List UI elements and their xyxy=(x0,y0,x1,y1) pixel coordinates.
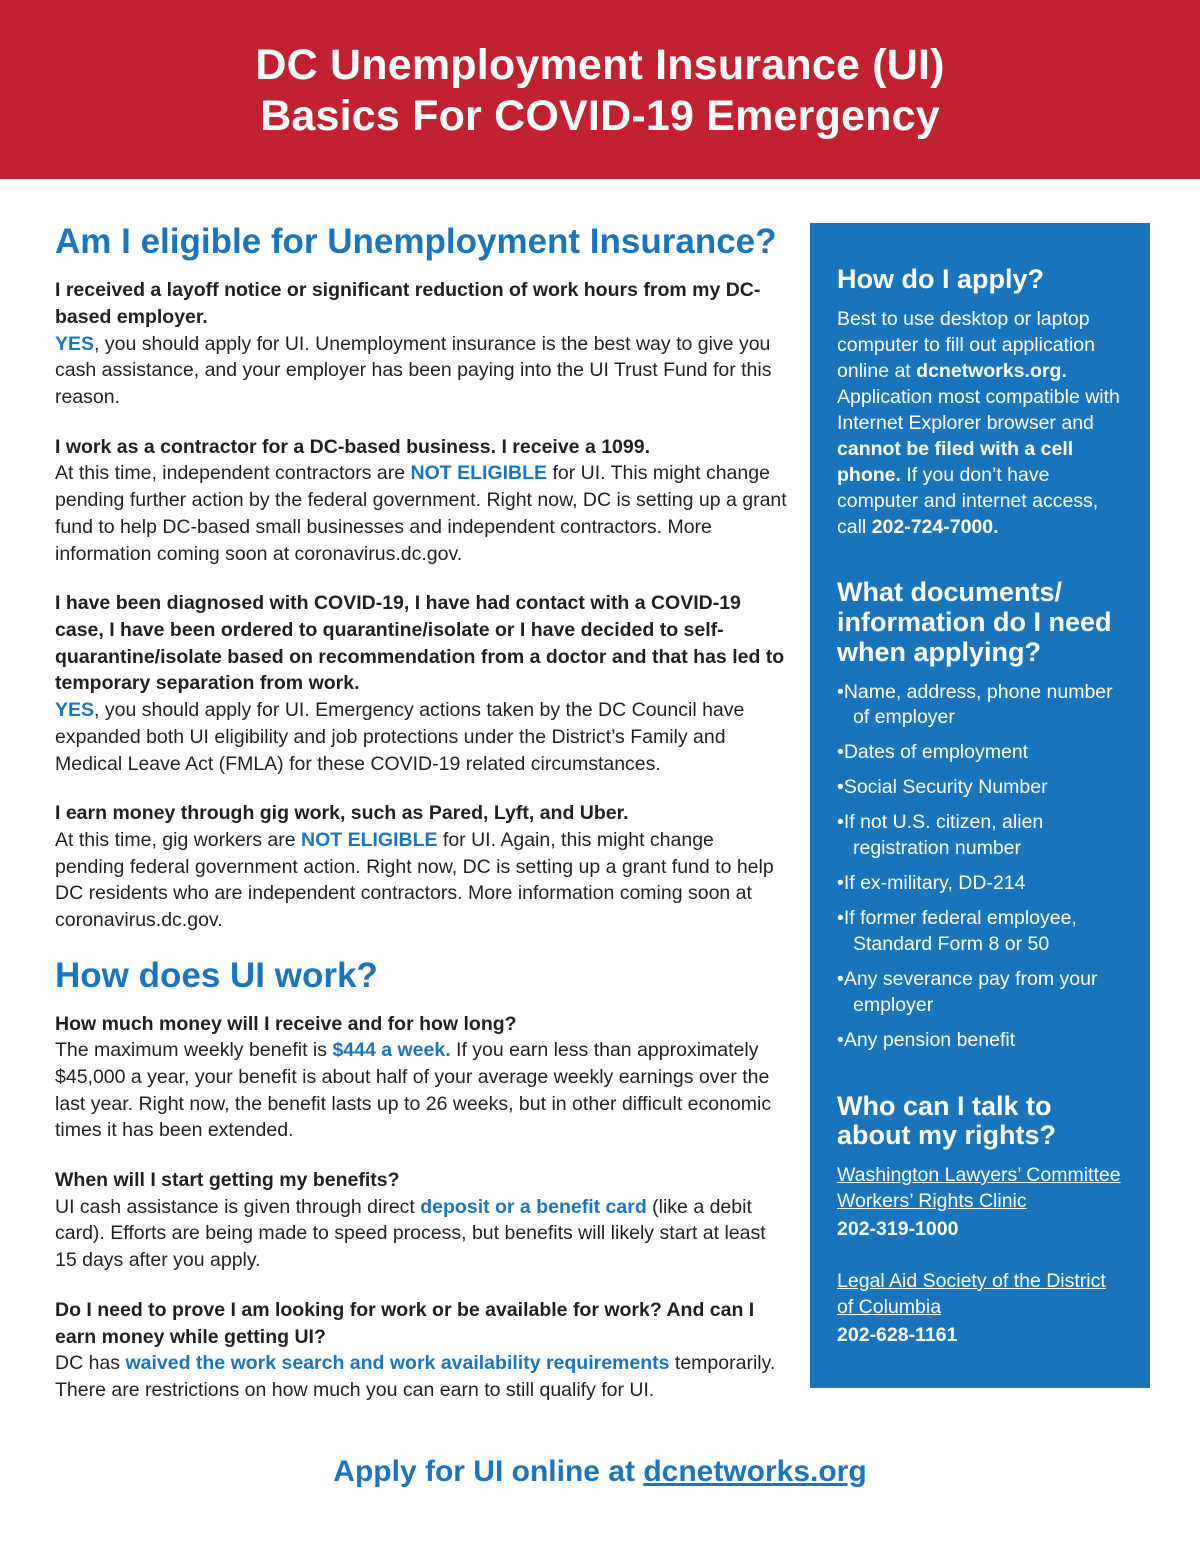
page-title xyxy=(20,40,1180,141)
document-item: • If former federal employee, Standard Form 8 or 50 xyxy=(837,906,1123,958)
legal-aid-link[interactable]: Legal Aid Society of the District of Columbia xyxy=(837,1269,1106,1318)
qa-answer: At this time, independent contractors are NOT ELIGIBLE for UI. This might change pending further action by the federal government. Right now, DC is setting up a grant fund to help DC-based small businesses and independent contractors. More information coming soon at coronavirus.dc.gov. xyxy=(55,462,787,565)
documents-heading: What documents/ information do I need when applying? xyxy=(837,577,1112,667)
qa-block-diagnosed xyxy=(55,590,788,777)
eligibility-heading: Am I eligible for Unemployment Insurance? xyxy=(55,222,777,262)
header-banner xyxy=(0,0,1200,179)
qa-block-benefit-timing xyxy=(55,1167,788,1274)
page-title-line1: DC Unemployment Insurance (UI) xyxy=(255,41,945,89)
qa-answer: UI cash assistance is given through direct deposit or a benefit card (like a debit card). Efforts are being made to speed process, but benefits will likely start at least 15 days after you apply. xyxy=(55,1195,766,1272)
sidebar-block-documents xyxy=(837,578,1123,1053)
dcnetworks-link[interactable]: dcnetworks.org xyxy=(643,1454,867,1488)
document-item: • Any severance pay from your employer xyxy=(837,967,1123,1019)
document-item: • Any pension benefit xyxy=(837,1028,1123,1054)
qa-answer: The maximum weekly benefit is $444 a week. If you earn less than approximately $45,000 a year, your benefit is about half of your average weekly earnings over the last year. Right now, the benefit lasts up to 26 weeks, but in other difficult economic times it has been extended. xyxy=(55,1039,772,1142)
contact-legal-aid xyxy=(837,1269,1123,1349)
qa-question: When will I start getting my benefits? xyxy=(55,1169,400,1192)
qa-question: Do I need to prove I am looking for work or be available for work? And can I earn money while getting UI? xyxy=(55,1298,755,1348)
document-item: • Social Security Number xyxy=(837,775,1123,801)
footer-cta xyxy=(0,1427,1200,1519)
washington-lawyers-phone: 202-319-1000 xyxy=(837,1217,959,1240)
document-item: • If not U.S. citizen, alien registration number xyxy=(837,810,1123,862)
sidebar xyxy=(810,223,1150,1388)
qa-block-contractor xyxy=(55,434,788,568)
qa-block-layoff xyxy=(55,277,788,411)
qa-question: I have been diagnosed with COVID-19, I have had contact with a COVID-19 case, I have been ordered to quarantine/isolate or I have decided to self-quarantine/isolate based on recommendation from a doctor and that has led to temporary separation from work. xyxy=(55,592,785,695)
legal-aid-phone: 202-628-1161 xyxy=(837,1323,958,1346)
how-ui-works-heading: How does UI work? xyxy=(55,955,378,995)
document-item: • If ex-military, DD-214 xyxy=(837,871,1123,897)
qa-block-gig-work xyxy=(55,800,788,934)
washington-lawyers-link[interactable]: Washington Lawyers’ Committee Workers’ Rights Clinic xyxy=(837,1163,1121,1212)
qa-question: I earn money through gig work, such as Pared, Lyft, and Uber. xyxy=(55,802,629,825)
contact-washington-lawyers xyxy=(837,1163,1123,1243)
section-how-ui-works xyxy=(55,957,788,1404)
rights-heading: Who can I talk to about my rights? xyxy=(837,1090,1057,1151)
footer-cta-text: Apply for UI online at xyxy=(333,1454,644,1488)
qa-block-benefit-amount xyxy=(55,1011,788,1145)
how-to-apply-heading: How do I apply? xyxy=(837,264,1044,295)
page-title-line2: Basics For COVID-19 Emergency xyxy=(260,91,940,140)
qa-question: I work as a contractor for a DC-based business. I receive a 1099. xyxy=(55,435,651,458)
section-eligibility xyxy=(55,223,788,933)
content-area xyxy=(0,179,1200,1426)
qa-answer: At this time, gig workers are NOT ELIGIBLE for UI. Again, this might change pending federal government action. Right now, DC is setting up a grant fund to help DC residents who are independent contractors. More information coming soon at coronavirus.dc.gov. xyxy=(55,828,774,932)
qa-question: I received a layoff notice or significant reduction of work hours from my DC-based employer. xyxy=(55,279,761,328)
main-column xyxy=(55,223,788,1426)
qa-block-work-search xyxy=(55,1297,788,1404)
qa-answer: YES, you should apply for UI. Unemployment insurance is the best way to give you cash assistance, and your employer has been paying into the UI Trust Fund for this reason. xyxy=(55,332,772,409)
documents-list xyxy=(837,680,1123,1054)
document-item: • Dates of employment xyxy=(837,740,1123,766)
qa-answer: YES, you should apply for UI. Emergency actions taken by the DC Council have expanded both UI eligibility and job protections under the District’s Family and Medical Leave Act (FMLA) for these COVID-19 related circumstances. xyxy=(55,699,745,775)
sidebar-block-rights xyxy=(837,1092,1123,1349)
qa-question: How much money will I receive and for how long? xyxy=(55,1012,517,1035)
qa-answer: DC has waived the work search and work availability requirements temporarily. There are restrictions on how much you can earn to still qualify for UI. xyxy=(55,1352,776,1401)
document-item: • Name, address, phone number of employer xyxy=(837,680,1123,732)
how-to-apply-body: Best to use desktop or laptop computer to fill out application online at dcnetworks.org. Application most compatible with Internet Explorer browser and cannot be filed with a cell phone. If you don’t have computer and internet access, call 202-724-7000. xyxy=(837,308,1120,538)
sidebar-block-how-to-apply xyxy=(837,265,1123,540)
